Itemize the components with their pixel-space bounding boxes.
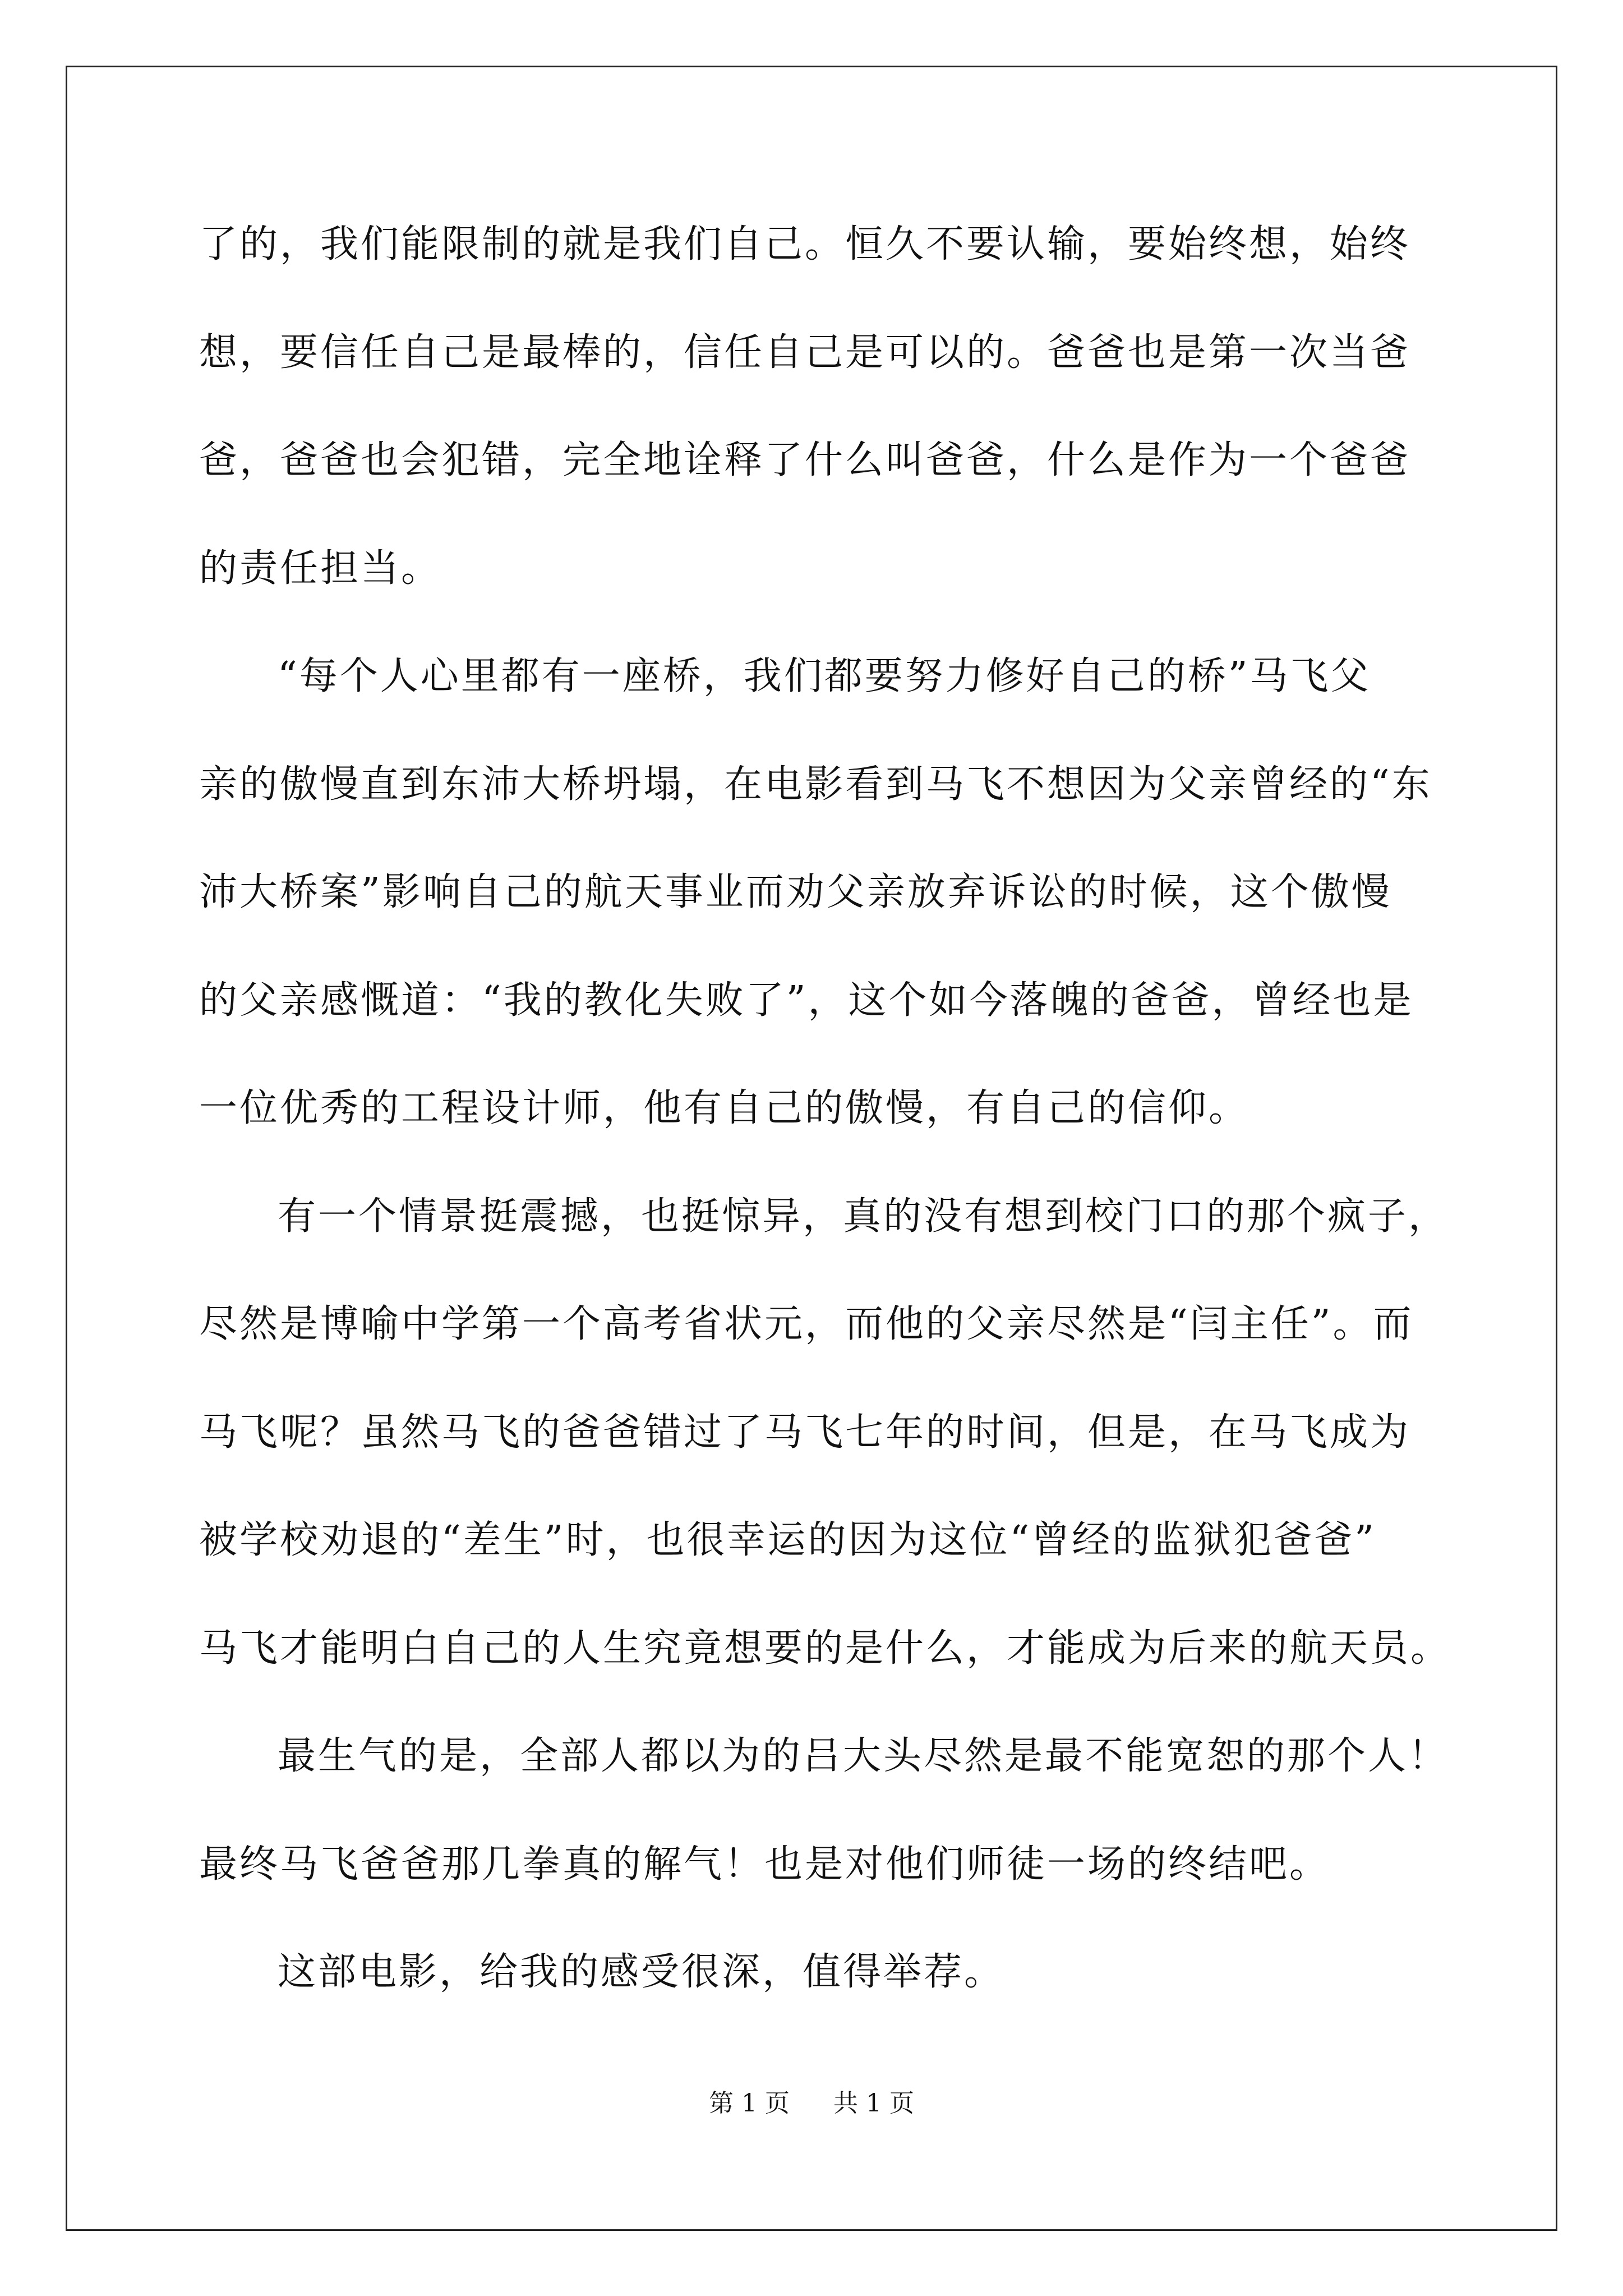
page-total: 共 1 页 xyxy=(833,2089,914,2118)
text-line: 马飞才能明白自己的人生究竟想要的是什么，才能成为后来的航天员。 xyxy=(199,1626,1451,1671)
text-line: 最终马飞爸爸那几拳真的解气！也是对他们师徒一场的终结吧。 xyxy=(199,1842,1330,1887)
text-line: 了的，我们能限制的就是我们自己。恒久不要认输，要始终想，始终 xyxy=(199,222,1411,266)
text-line: 尽然是博喻中学第一个高考省状元，而他的父亲尽然是“闫主任”。而 xyxy=(199,1302,1414,1346)
text-line: 爸，爸爸也会犯错，完全地诠释了什么叫爸爸，什么是作为一个爸爸 xyxy=(199,438,1411,482)
page-footer xyxy=(0,2087,1623,2120)
page-number: 第 1 页 xyxy=(709,2089,790,2118)
text-line: 想，要信任自己是最棒的，信任自己是可以的。爸爸也是第一次当爸 xyxy=(199,330,1411,375)
text-line: 的父亲感慨道：“我的教化失败了”，这个如今落魄的爸爸，曾经也是 xyxy=(199,978,1414,1023)
text-line: 有一个情景挺震撼，也挺惊异，真的没有想到校门口的那个疯子， xyxy=(278,1194,1449,1239)
text-line: 这部电影，给我的感受很深，值得举荐。 xyxy=(278,1950,1005,1994)
text-line: 马飞呢？虽然马飞的爸爸错过了马飞七年的时间，但是，在马飞成为 xyxy=(199,1410,1411,1455)
text-line: 沛大桥案”影响自己的航天事业而劝父亲放弃诉讼的时候，这个傲慢 xyxy=(199,870,1392,914)
text-line: 亲的傲慢直到东沛大桥坍塌，在电影看到马飞不想因为父亲曾经的“东 xyxy=(199,762,1432,807)
text-line: “每个人心里都有一座桥，我们都要努力修好自己的桥”马飞父 xyxy=(278,654,1371,698)
document-body xyxy=(199,191,1451,2027)
text-line: 被学校劝退的“差生”时，也很幸运的因为这位“曾经的监狱犯爸爸” xyxy=(199,1518,1377,1562)
text-line: 一位优秀的工程设计师，他有自己的傲慢，有自己的信仰。 xyxy=(199,1086,1249,1130)
text-line: 最生气的是，全部人都以为的吕大头尽然是最不能宽恕的那个人！ xyxy=(278,1734,1449,1778)
text-line: 的责任担当。 xyxy=(199,546,442,591)
